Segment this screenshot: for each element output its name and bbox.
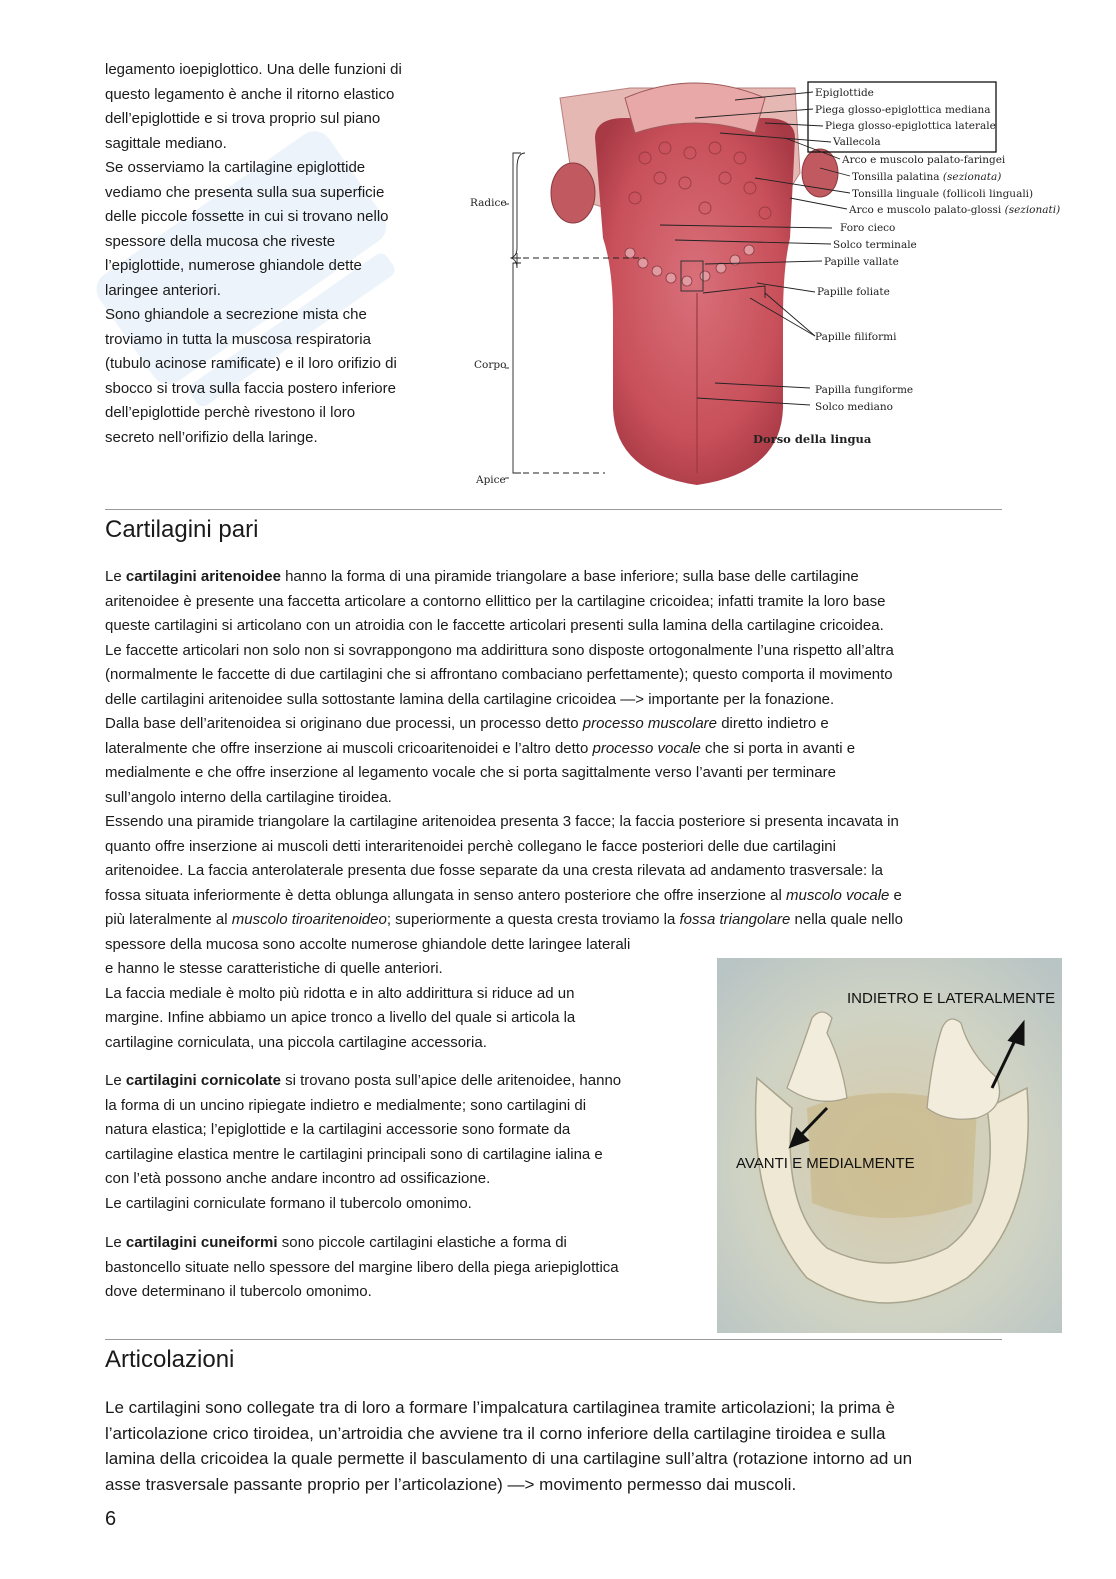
label-epiglottide: Epiglottide (815, 87, 874, 99)
text-line: spessore della mucosa sono accolte numerose ghiandole dette laringee laterali (105, 935, 631, 953)
intro-line: (tubulo acinose ramificate) e il loro orifizio di (105, 355, 397, 372)
palatine-tonsil-left (551, 163, 595, 223)
text-line: Le cartilagini aritenoidee hanno la forma di una piramide triangolare a base inferiore; sulla base delle cartilagine (105, 568, 859, 585)
text-line: margine. Infine abbiamo un apice tronco a livello del quale si articola la (105, 1009, 576, 1026)
label-corpo: Corpo (474, 359, 507, 371)
text-line: lamina della cricoidea la quale permette il basculamento di una cartilagine sull’altra (rotazione intorno ad un (105, 1449, 913, 1468)
intro-paragraph (105, 58, 465, 450)
label-tonsilla-palatina: Tonsilla palatina (sezionata) (852, 171, 1002, 183)
intro-line: l’epiglottide, numerose ghiandole dette (105, 257, 362, 274)
label-papilla-fungiforme: Papilla fungiforme (815, 384, 914, 396)
text-line: più lateralmente al muscolo tiroaritenoideo; superiormente a questa cresta troviamo la fossa triangolare nella quale nello (105, 911, 903, 928)
label-arco-palato-glossi: Arco e muscolo palato-glossi (sezionati) (849, 204, 1061, 216)
intro-line: spessore della mucosa che riveste (105, 232, 336, 250)
label-arco-palato-faringei: Arco e muscolo palato-faringei (842, 154, 1006, 166)
text-line: la forma di un uncino ripiegate indietro e medialmente; sono cartilagini di (105, 1096, 587, 1114)
label-papille-foliate: Papille foliate (817, 286, 890, 298)
text-line: con l’età possono anche andare incontro ad ossificazione. (105, 1170, 491, 1187)
intro-line: laringee anteriori. (105, 281, 221, 299)
text-line: Le faccette articolari non solo non si sovrappongono ma addirittura sono disposte ortogonalmente l’una rispetto all’altra (105, 641, 894, 659)
text-line: queste cartilagini si articolano con un atroidia con le faccette articolari presenti sulla lamina della cartilagine cricoidea. (105, 617, 884, 634)
intro-line: Se osserviamo la cartilagine epiglottide (105, 159, 366, 176)
label-piega-laterale: Piega glosso-epiglottica laterale (825, 120, 996, 132)
intro-line: troviamo in tutta la muscosa respiratoria (105, 330, 371, 348)
articolazioni-paragraph (105, 1395, 1015, 1497)
label-avanti: AVANTI E MEDIALMENTE (736, 1155, 915, 1172)
label-papille-filiformi: Papille filiformi (815, 331, 897, 343)
page-number: 6 (105, 1508, 117, 1530)
label-solco-terminale: Solco terminale (833, 239, 917, 251)
intro-line: legamento ioepiglottico. Una delle funzioni di (105, 61, 402, 78)
figure-caption: Dorso della lingua (753, 432, 872, 446)
intro-line: vediamo che presenta sulla sua superficie (105, 183, 385, 201)
text-line: fossa situata inferiormente è detta oblunga allungata in senso antero posteriore che offre inserzione al muscolo vocale e (105, 886, 902, 904)
text-line: aritenoidee. La faccia anterolaterale presenta due fosse separate da una cresta rilevata ad andamento trasversale: la (105, 862, 883, 879)
intro-line: dell’epiglottide perchè rivestono il loro (105, 404, 356, 421)
text-line: medialmente e che offre inserzione al legamento vocale che si porta sagittalmente verso l’avanti per terminare (105, 764, 836, 781)
label-radice: Radice (470, 197, 507, 209)
text-line: cartilagine elastica mentre le cartilagini principali sono di cartilagine ialina e (105, 1145, 603, 1163)
label-indietro: INDIETRO E LATERALMENTE (847, 990, 1056, 1007)
label-solco-mediano: Solco mediano (815, 401, 894, 413)
text-line: bastoncello situate nello spessore del margine libero della piega ariepiglottica (105, 1258, 619, 1276)
text-line: Le cartilagini cornicolate si trovano posta sull’apice delle aritenoidee, hanno (105, 1072, 622, 1089)
section-title-articolazioni: Articolazioni (105, 1346, 235, 1373)
tongue-figure (465, 78, 1065, 493)
cornicolate-paragraph (105, 1069, 705, 1216)
intro-line: Sono ghiandole a secrezione mista che (105, 306, 367, 323)
text-line: Le cartilagini sono collegate tra di loro a formare l’impalcatura cartilaginea tramite articolazioni; la prima è (105, 1398, 895, 1417)
intro-line: dell’epiglottide e si trova proprio sul piano (105, 110, 381, 127)
section-title-cartilagini: Cartilagini pari (105, 516, 259, 543)
label-apice: Apice (476, 474, 506, 486)
cuneiformi-paragraph (105, 1231, 705, 1305)
text-line: sull’angolo interno della cartilagine tiroidea. (105, 788, 392, 806)
tongue-body (595, 118, 795, 485)
text-line: l’articolazione crico tiroidea, un’artroidia che avviene tra il corno inferiore della cartilagine tiroidea e sulla (105, 1423, 886, 1443)
text-line: quanto offre inserzione ai muscoli detti interaritenoidei perchè collegano le facce posteriori delle due cartilagini (105, 837, 836, 855)
text-line: Le cartilagini corniculate formano il tubercolo omonimo. (105, 1194, 472, 1212)
text-line: Essendo una piramide triangolare la cartilagine aritenoidea presenta 3 facce; la faccia posteriore si presenta incavata in (105, 813, 899, 830)
section-divider (105, 509, 1002, 510)
text-line: La faccia mediale è molto più ridotta e in alto addirittura si riduce ad un (105, 984, 575, 1002)
label-vallecola: Vallecola (833, 136, 881, 148)
intro-line: questo legamento è anche il ritorno elastico (105, 85, 395, 103)
text-line: asse trasversale passante proprio per l’articolazione) —> movimento permesso dai muscoli. (105, 1474, 797, 1494)
label-tonsilla-linguale: Tonsilla linguale (follicoli linguali) (852, 188, 1034, 200)
label-piega-mediana: Piega glosso-epiglottica mediana (815, 104, 991, 116)
text-line: aritenoidee è presente una faccetta articolare a contorno ellittico per la cartilagine cricoidea; infatti tramite la loro base (105, 592, 886, 610)
section-divider (105, 1339, 1002, 1340)
cartilage-photo (717, 958, 1062, 1333)
text-line: lateralmente che offre inserzione ai muscoli cricoaritenoidei e l’altro detto processo vocale che si porta in avanti e (105, 739, 856, 757)
text-line: e hanno le stesse caratteristiche di quelle anteriori. (105, 960, 443, 977)
intro-line: sbocco si trova sulla faccia postero inferiore (105, 379, 396, 397)
text-line: natura elastica; l’epiglottide e la cartilagini accessorie sono formate da (105, 1121, 571, 1138)
text-line: (normalmente le faccette di due cartilagini che si affrontano combaciano perfettamente); questo comporta il movimento (105, 666, 893, 683)
text-line: dove determinano il tubercolo omonimo. (105, 1283, 372, 1300)
label-foro-cieco: Foro cieco (840, 222, 896, 234)
text-line: cartilagine corniculata, una piccola cartilagine accessoria. (105, 1033, 487, 1051)
intro-line: secreto nell’orifizio della laringe. (105, 428, 318, 446)
text-line: delle cartilagini aritenoidee sulla sottostante lamina della cartilagine cricoidea —> importante per la fonazione. (105, 690, 835, 708)
intro-line: sagittale mediano. (105, 134, 227, 152)
text-line: Le cartilagini cuneiformi sono piccole cartilagini elastiche a forma di (105, 1234, 567, 1251)
intro-line: delle piccole fossette in cui si trovano nello (105, 208, 389, 225)
label-papille-vallate: Papille vallate (824, 256, 899, 268)
text-line: Dalla base dell’aritenoidea si originano due processi, un processo detto processo muscolare diretto indietro e (105, 715, 829, 732)
